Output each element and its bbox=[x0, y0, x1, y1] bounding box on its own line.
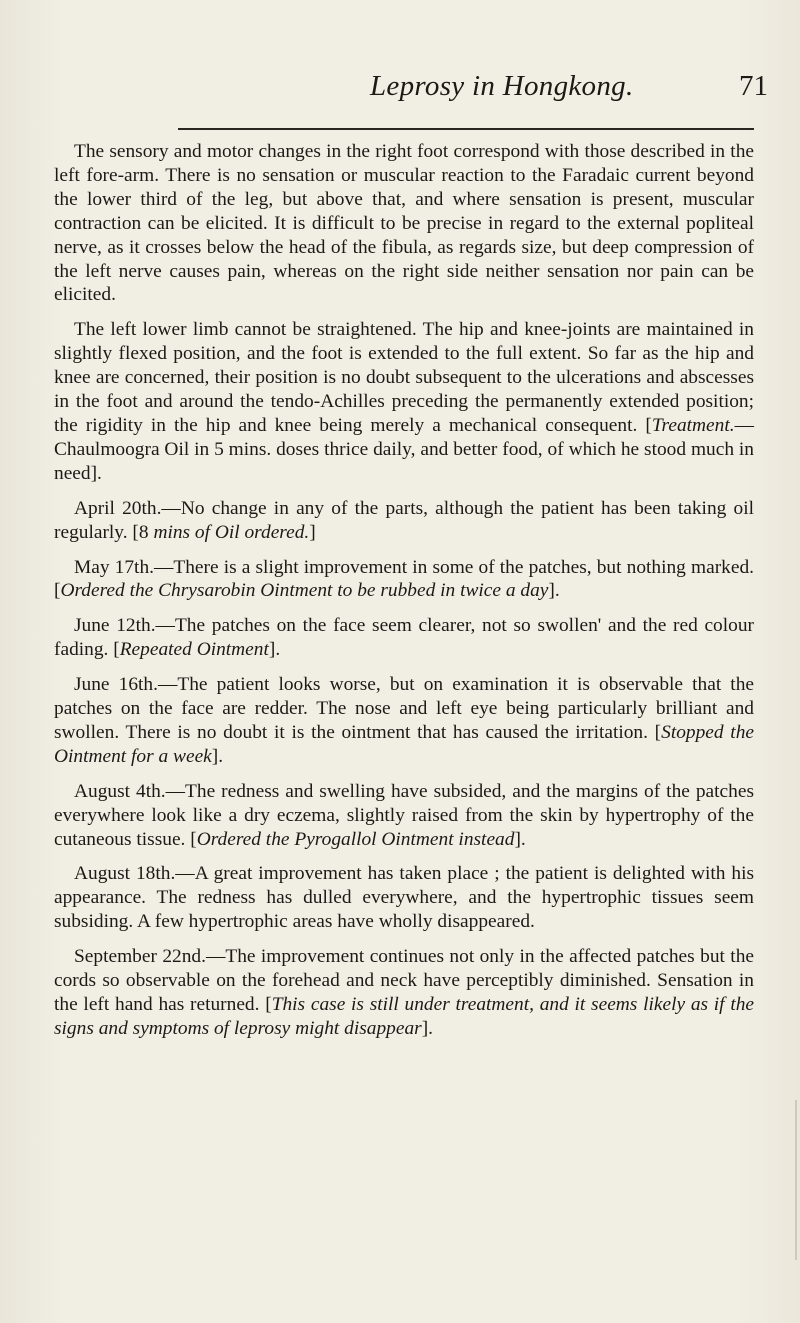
text-run: The left lower limb cannot be straightened. The hip and knee-joints are maintained in slightly flexed position, and the foot is extended to the full extent. So far as the hip and knee are concerned, their position is no doubt subsequent to the ulcerations and abscesses in the foot and around the tendo-Achilles preceding the permanently extended position; the rigidity in the hip and knee being merely a mechanical consequent. [ bbox=[54, 319, 754, 436]
text-run: August 4th.—The redness and swelling have subsided, and the margins of the patches everywhere look like a dry eczema, slightly raised from the skin by hypertrophy of the cutaneous tissue. [ bbox=[54, 780, 754, 850]
text-run: June 16th.—The patient looks worse, but on examination it is observable that the patches on the face are redder. The nose and left eye being particularly brilliant and swollen. There is no doubt it is the ointment that has caused the irritation. [ bbox=[54, 674, 754, 743]
text-run: ]. bbox=[421, 1017, 434, 1039]
paragraph bbox=[54, 318, 754, 485]
header-rule bbox=[178, 128, 754, 130]
text-run: ] bbox=[309, 521, 316, 543]
italic-text: Ordered the Pyrogallol Ointment instead bbox=[196, 828, 515, 850]
paragraph bbox=[54, 673, 754, 769]
text-run: September 22nd.—The improvement continues not only in the affected patches but the cords so observable on the forehead and neck have perceptibly diminished. Sensation in the left hand has returned. [ bbox=[54, 946, 754, 1015]
italic-text: Treatment. bbox=[651, 414, 735, 436]
italic-text: Repeated Ointment bbox=[119, 639, 269, 661]
body-text bbox=[54, 140, 754, 1052]
page-number: 71 bbox=[739, 70, 768, 102]
text-run: ]. bbox=[548, 580, 560, 602]
paragraph bbox=[54, 497, 754, 545]
text-run: ]. bbox=[268, 639, 281, 661]
paragraph bbox=[54, 862, 754, 934]
page-edge-mark bbox=[795, 1100, 797, 1260]
text-run: ]. bbox=[211, 745, 224, 767]
paragraph bbox=[54, 556, 754, 604]
italic-text: Stopped the Ointment for a week bbox=[54, 721, 754, 767]
italic-text: Ordered the Chrysarobin Ointment to be rubbed in twice a day bbox=[60, 580, 549, 602]
text-run: —Chaulmoogra Oil in 5 mins. doses thrice daily, and better food, of which he stood much in need]. bbox=[54, 414, 754, 484]
text-run: August 18th.—A great improvement has taken place ; the patient is delighted with his appearance. The redness has dulled everywhere, and the hypertrophic tissues seem subsiding. A few hypertrophic areas have wholly disappeared. bbox=[54, 863, 754, 933]
paragraph bbox=[54, 945, 754, 1041]
paragraph bbox=[54, 780, 754, 852]
page-header bbox=[140, 70, 780, 110]
italic-text: mins of Oil ordered. bbox=[153, 521, 310, 543]
text-run: The sensory and motor changes in the right foot correspond with those described in the left fore-arm. There is no sensation or muscular reaction to the Faradaic current beyond the lower third of the leg, but above that, and where sensation is present, muscular contraction can be elicited. It is difficult to be precise in regard to the external popliteal nerve, as it crosses below the head of the fibula, as regards size, but deep compression of the left nerve causes pain, whereas on the right side neither sensation nor pain can be elicited. bbox=[54, 141, 754, 306]
text-run: ]. bbox=[514, 828, 526, 850]
text-run: June 12th.—The patches on the face seem clearer, not so swollen' and the red colour fading. [ bbox=[54, 615, 754, 661]
italic-text: This case is still under treatment, and it seems likely as if the signs and symptoms of leprosy might disappear bbox=[54, 994, 755, 1039]
text-run: May 17th.—There is a slight improvement in some of the patches, but nothing marked. [ bbox=[54, 556, 754, 602]
paragraph bbox=[54, 614, 754, 662]
text-run: April 20th.—No change in any of the parts, although the patient has been taking oil regularly. [8 bbox=[54, 497, 754, 543]
running-title: Leprosy in Hongkong. bbox=[370, 70, 634, 102]
paragraph bbox=[54, 140, 754, 307]
